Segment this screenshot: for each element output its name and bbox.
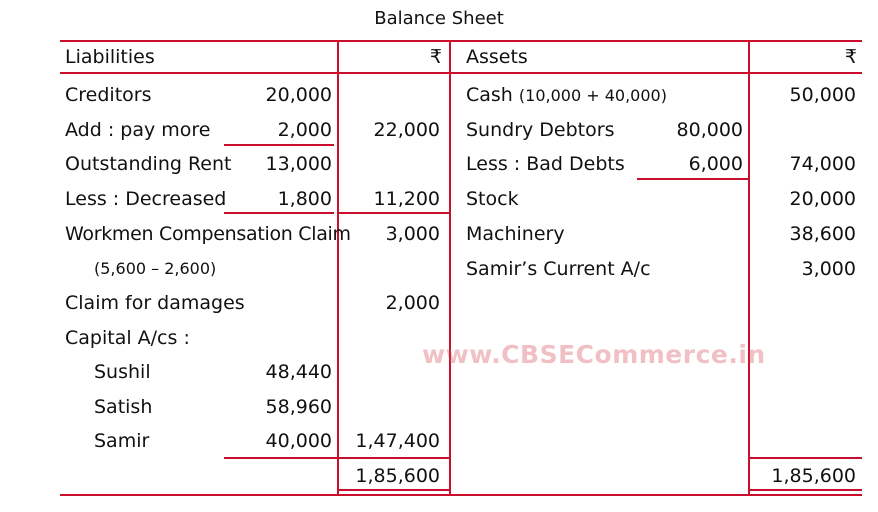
underline-decreased (224, 212, 334, 214)
creditors-inner: 20,000 (265, 84, 332, 106)
underline-pay-more (224, 144, 334, 146)
partner-samir-name: Samir (94, 430, 150, 452)
outstanding-rent-inner: 13,000 (265, 153, 332, 175)
partner-sushil-name: Sushil (94, 361, 151, 383)
header-bottom-rule (60, 72, 862, 74)
left-amount-column-divider (337, 40, 339, 496)
stock-outer: 20,000 (789, 188, 856, 210)
cash-label-text: Cash (466, 84, 513, 106)
watermark: www.CBSECommerce.in (422, 340, 766, 369)
cash-note: (10,000 + 40,000) (518, 86, 667, 105)
table-top-rule (60, 40, 862, 42)
capital-total-outer: 1,47,400 (355, 430, 440, 452)
bad-debts-inner: 6,000 (688, 153, 743, 175)
add-pay-more-outer: 22,000 (373, 119, 440, 141)
left-underline-decreased-outer (339, 212, 449, 214)
partner-sushil-inner: 48,440 (265, 361, 332, 383)
cash-outer: 50,000 (789, 84, 856, 106)
bad-debts-label: Less : Bad Debts (466, 153, 625, 175)
less-decreased-outer: 11,200 (373, 188, 440, 210)
claim-damages-outer: 2,000 (385, 292, 440, 314)
liabilities-total: 1,85,600 (355, 465, 440, 487)
double-underline-right-total (750, 489, 862, 491)
underline-assets-total (750, 457, 862, 459)
creditors-label: Creditors (65, 84, 152, 106)
machinery-outer: 38,600 (789, 223, 856, 245)
bad-debts-outer: 74,000 (789, 153, 856, 175)
page-title: Balance Sheet (374, 8, 504, 29)
table-bottom-rule (60, 494, 862, 496)
outstanding-rent-label: Outstanding Rent (65, 153, 232, 175)
workmen-claim-note: (5,600 – 2,600) (94, 259, 217, 278)
stock-label: Stock (466, 188, 519, 210)
partner-satish-inner: 58,960 (265, 396, 332, 418)
less-decreased-inner: 1,800 (277, 188, 332, 210)
header-currency-left: ₹ (429, 46, 442, 68)
underline-samir-capital (224, 457, 449, 459)
sundry-debtors-inner: 80,000 (676, 119, 743, 141)
double-underline-left-total (339, 489, 449, 491)
center-divider (449, 40, 451, 496)
workmen-claim-label: Workmen Compensation Claim (65, 223, 351, 245)
header-liabilities: Liabilities (65, 46, 155, 68)
partner-satish-name: Satish (94, 396, 153, 418)
less-decreased-label: Less : Decreased (65, 188, 227, 210)
sundry-debtors-label: Sundry Debtors (466, 119, 615, 141)
capital-heading: Capital A/cs : (65, 327, 190, 349)
partner-samir-inner: 40,000 (265, 430, 332, 452)
header-currency-right: ₹ (844, 46, 857, 68)
samir-current-label: Samir’s Current A/c (466, 258, 651, 280)
claim-damages-label: Claim for damages (65, 292, 245, 314)
machinery-label: Machinery (466, 223, 565, 245)
header-assets: Assets (466, 46, 528, 68)
add-pay-more-label: Add : pay more (65, 119, 211, 141)
underline-bad-debts (637, 178, 748, 180)
cash-label (466, 83, 667, 108)
add-pay-more-inner: 2,000 (277, 119, 332, 141)
workmen-claim-outer: 3,000 (385, 223, 440, 245)
assets-total: 1,85,600 (771, 465, 856, 487)
samir-current-outer: 3,000 (801, 258, 856, 280)
